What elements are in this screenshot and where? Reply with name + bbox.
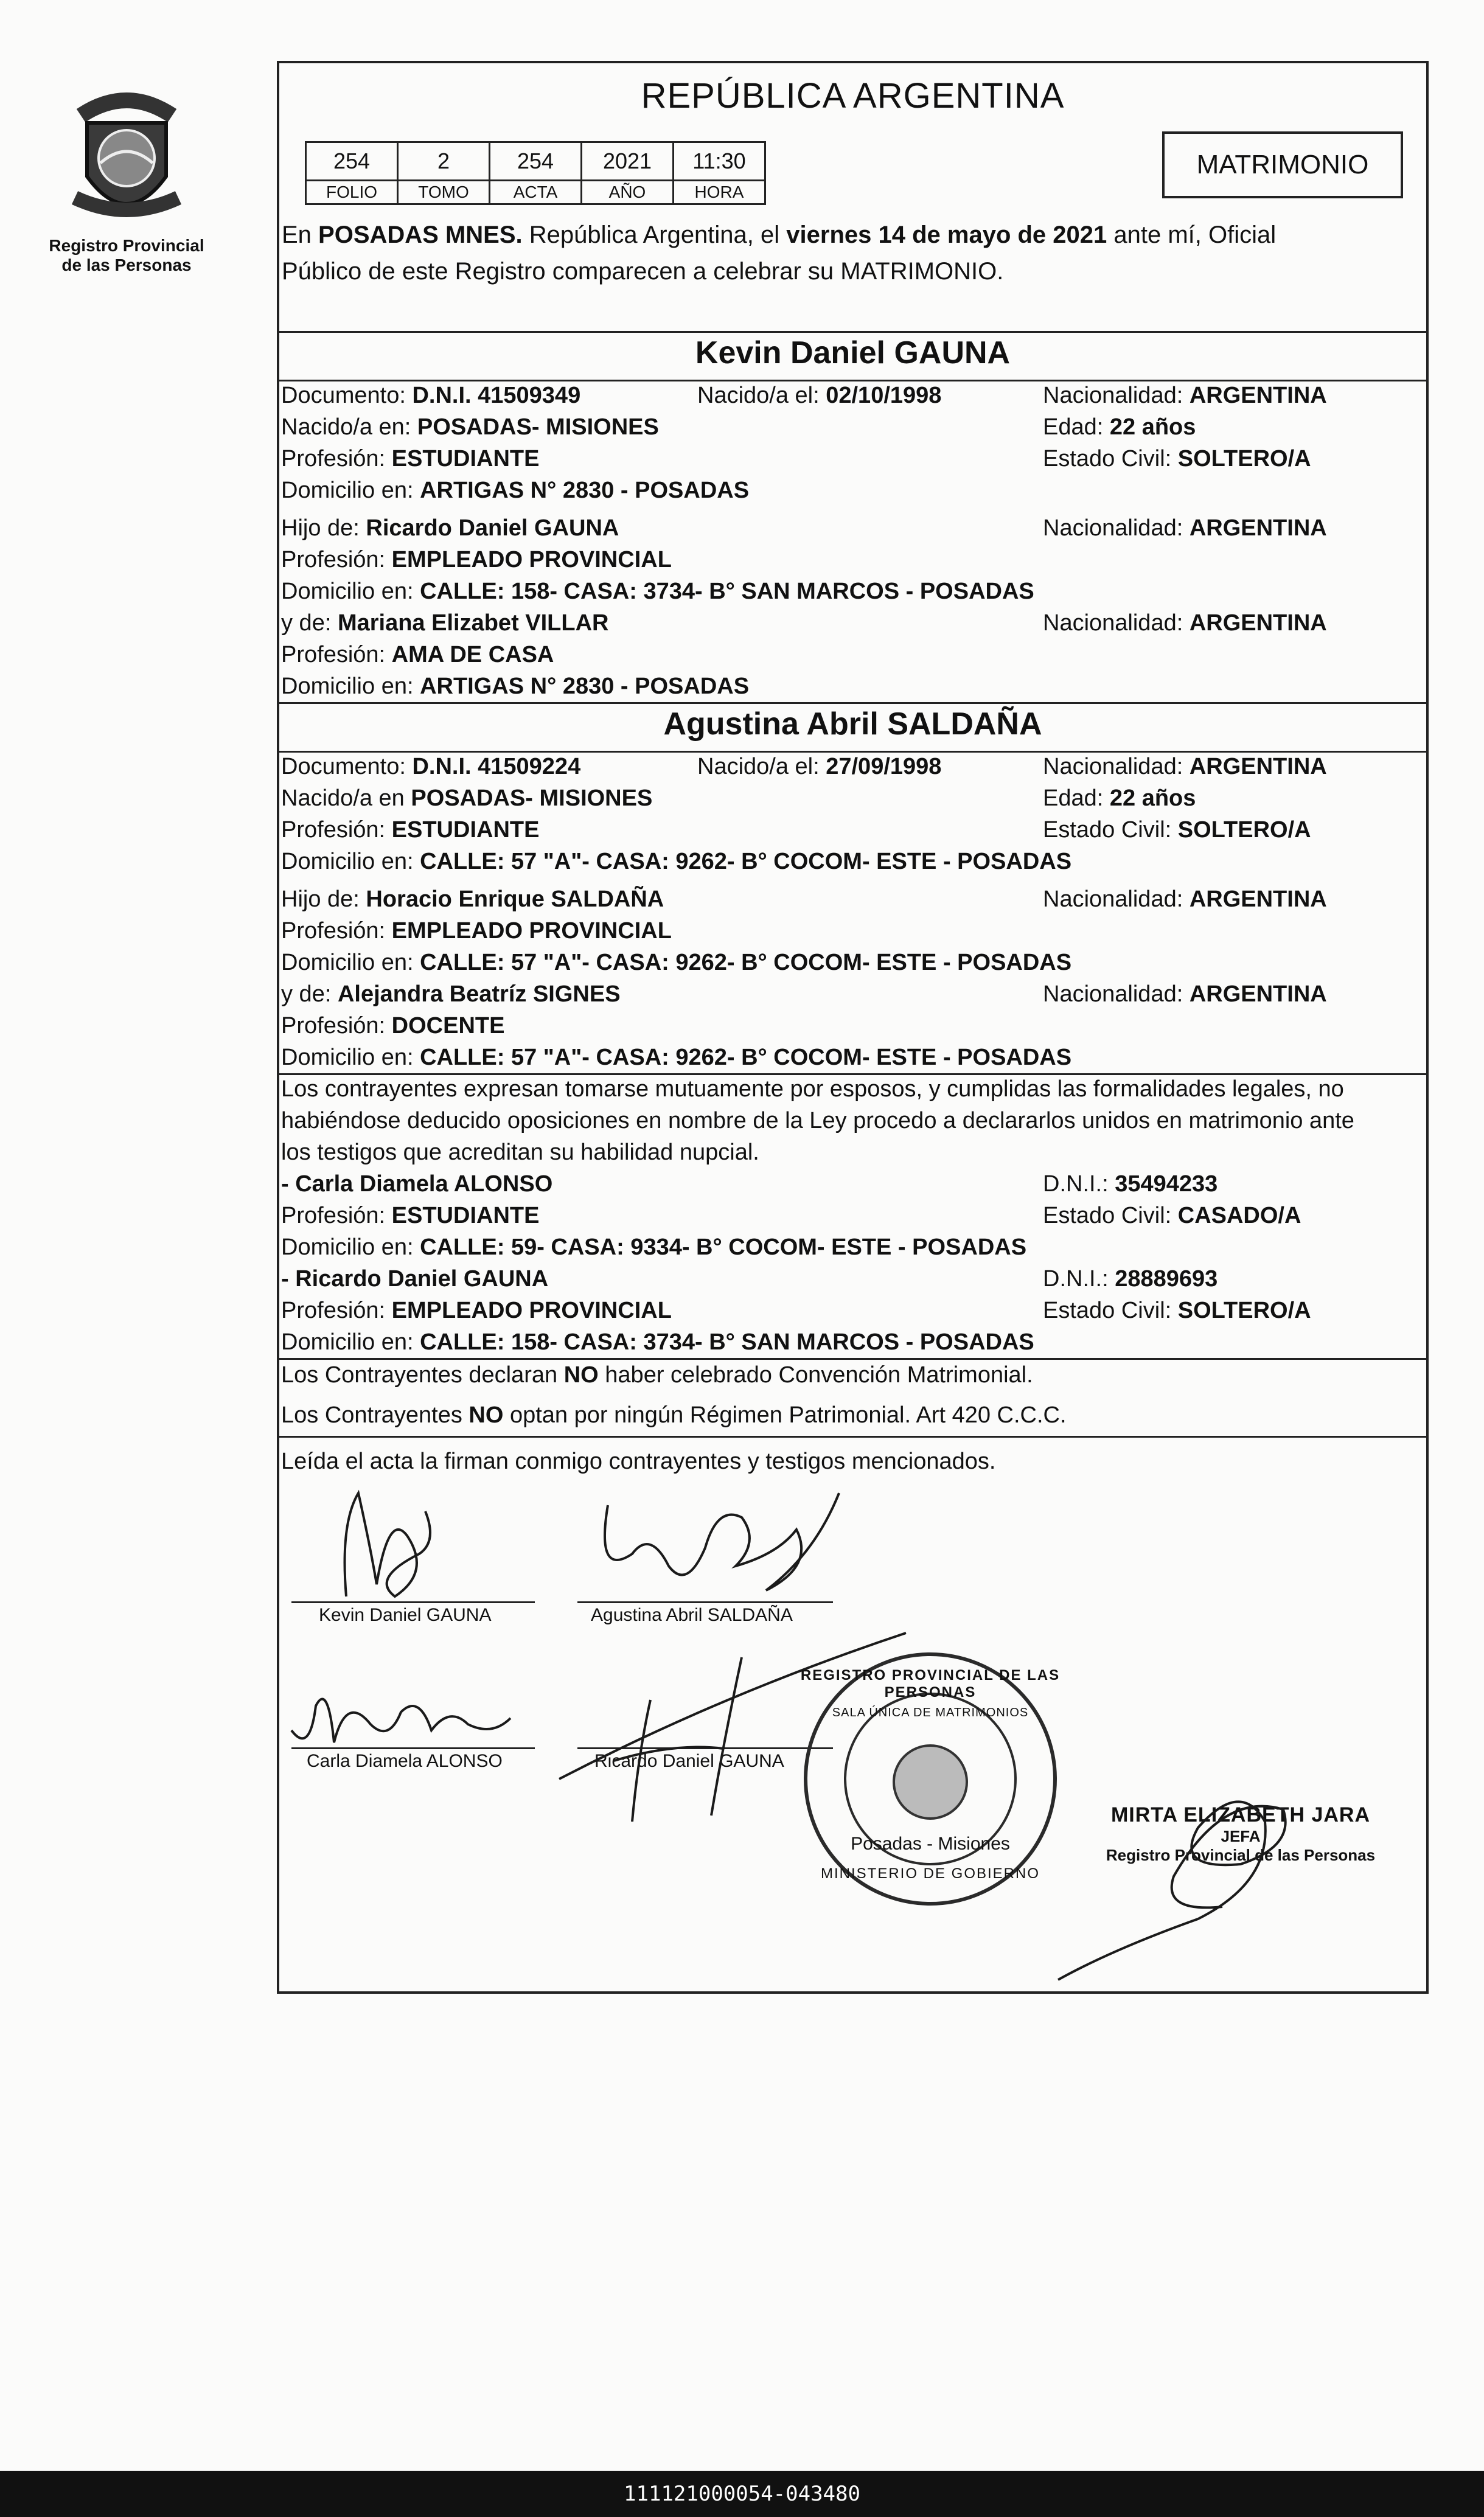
- officer-stamp: [1095, 1803, 1387, 1865]
- officer-name: MIRTA ELIZABETH JARA: [1110, 1803, 1371, 1826]
- groom-age: Edad: 22 años: [1043, 414, 1196, 440]
- signature-line: [577, 1747, 833, 1749]
- barcode-number: 111121000054-043480: [624, 2482, 860, 2506]
- groom-mother-nationality: Nacionalidad: ARGENTINA: [1043, 610, 1327, 636]
- officer-signature-scribble: [1040, 1767, 1314, 1998]
- divider: [279, 1073, 1426, 1075]
- tomo-label: TOMO: [398, 181, 490, 204]
- intro-paragraph: [282, 217, 1421, 290]
- bride-civil-status: Estado Civil: SOLTERO/A: [1043, 817, 1311, 843]
- declaration-line3: los testigos que acreditan su habilidad nupcial.: [281, 1140, 759, 1165]
- divider: [279, 380, 1426, 381]
- bride-father-address: Domicilio en: CALLE: 57 "A"- CASA: 9262- B° COCOM- ESTE - POSADAS: [281, 950, 1072, 975]
- bride-mother-profession: Profesión: DOCENTE: [281, 1013, 505, 1039]
- document-title: REPÚBLICA ARGENTINA: [641, 76, 1065, 116]
- year-value: 2021: [582, 142, 674, 181]
- registry-caption: [47, 236, 206, 275]
- signature-label-agustina: Agustina Abril SALDAÑA: [591, 1605, 793, 1625]
- signature-carla-scribble: [285, 1669, 517, 1755]
- bride-father-nationality: Nacionalidad: ARGENTINA: [1043, 886, 1327, 912]
- reference-table: [305, 141, 766, 205]
- bride-name: Agustina Abril SALDAÑA: [663, 706, 1042, 742]
- bride-birth-place: Nacido/a en POSADAS- MISIONES: [281, 785, 653, 811]
- groom-birth-date: Nacido/a el: 02/10/1998: [697, 383, 942, 408]
- witness2-profession: Profesión: EMPLEADO PROVINCIAL: [281, 1298, 672, 1323]
- groom-father-address: Domicilio en: CALLE: 158- CASA: 3734- B° SAN MARCOS - POSADAS: [281, 579, 1034, 604]
- official-seal: [796, 1645, 1064, 1913]
- groom-profession: Profesión: ESTUDIANTE: [281, 446, 540, 472]
- witness2-dni: D.N.I.: 28889693: [1043, 1266, 1218, 1292]
- bride-document: Documento: D.N.I. 41509224: [281, 754, 581, 779]
- divider: [279, 1436, 1426, 1438]
- convention-statement: Los Contrayentes declaran NO haber celebrado Convención Matrimonial.: [281, 1362, 1033, 1388]
- folio-label: FOLIO: [306, 181, 398, 204]
- intro-line2: Público de este Registro comparecen a celebrar su MATRIMONIO.: [282, 258, 1004, 285]
- seal-inner-text: SALA ÚNICA DE MATRIMONIOS: [832, 1706, 1029, 1719]
- officer-office: Registro Provincial de las Personas: [1106, 1846, 1376, 1864]
- divider: [279, 702, 1426, 704]
- intro-place: POSADAS MNES.: [318, 221, 523, 248]
- signature-line: [291, 1601, 535, 1603]
- barcode-footer: [0, 2471, 1484, 2517]
- registry-caption-line1: Registro Provincial: [49, 236, 204, 255]
- declaration-line2: habiéndose deducido oposiciones en nombre de la Ley procedo a declararlos unidos en matrimonio ante: [281, 1108, 1354, 1133]
- groom-nationality: Nacionalidad: ARGENTINA: [1043, 383, 1327, 408]
- bride-mother-address: Domicilio en: CALLE: 57 "A"- CASA: 9262- B° COCOM- ESTE - POSADAS: [281, 1045, 1072, 1070]
- intro-text-b: República Argentina, el: [522, 221, 787, 248]
- seal-outer-text: REGISTRO PROVINCIAL DE LAS PERSONAS: [800, 1667, 1061, 1701]
- bride-birth-date: Nacido/a el: 27/09/1998: [697, 754, 942, 779]
- officer-role: JEFA: [1221, 1827, 1261, 1845]
- hour-value: 11:30: [674, 142, 765, 181]
- groom-mother-profession: Profesión: AMA DE CASA: [281, 642, 554, 667]
- witness2-name: - Ricardo Daniel GAUNA: [281, 1266, 549, 1292]
- groom-mother: y de: Mariana Elizabet VILLAR: [281, 610, 609, 636]
- signature-label-carla: Carla Diamela ALONSO: [307, 1751, 503, 1771]
- witness1-name: - Carla Diamela ALONSO: [281, 1171, 553, 1197]
- groom-father: Hijo de: Ricardo Daniel GAUNA: [281, 515, 619, 541]
- divider: [279, 331, 1426, 333]
- signature-kevin-scribble: [334, 1475, 444, 1609]
- province-emblem: [47, 91, 206, 275]
- intro-date: viernes 14 de mayo de 2021: [786, 221, 1107, 248]
- bride-mother: y de: Alejandra Beatríz SIGNES: [281, 981, 621, 1007]
- signature-line: [291, 1747, 535, 1749]
- hour-label: HORA: [674, 181, 765, 204]
- document-type-badge: MATRIMONIO: [1162, 131, 1403, 198]
- folio-value: 254: [306, 142, 398, 181]
- bride-mother-nationality: Nacionalidad: ARGENTINA: [1043, 981, 1327, 1007]
- seal-ministry-text: MINISTERIO DE GOBIERNO: [820, 1865, 1040, 1882]
- patrimonial-regime-statement: Los Contrayentes NO optan por ningún Régimen Patrimonial. Art 420 C.C.C.: [281, 1402, 1067, 1428]
- witness1-civil-status: Estado Civil: CASADO/A: [1043, 1203, 1301, 1228]
- divider: [279, 751, 1426, 753]
- bride-nationality: Nacionalidad: ARGENTINA: [1043, 754, 1327, 779]
- groom-name: Kevin Daniel GAUNA: [695, 335, 1011, 371]
- groom-address: Domicilio en: ARTIGAS N° 2830 - POSADAS: [281, 478, 750, 503]
- acta-label: ACTA: [490, 181, 582, 204]
- witness1-address: Domicilio en: CALLE: 59- CASA: 9334- B° COCOM- ESTE - POSADAS: [281, 1234, 1027, 1260]
- bride-profession: Profesión: ESTUDIANTE: [281, 817, 540, 843]
- groom-civil-status: Estado Civil: SOLTERO/A: [1043, 446, 1311, 472]
- signature-line: [577, 1601, 833, 1603]
- groom-document: Documento: D.N.I. 41509349: [281, 383, 581, 408]
- intro-text-a: En: [282, 221, 319, 248]
- signature-agustina-scribble: [596, 1481, 851, 1603]
- acta-value: 254: [490, 142, 582, 181]
- witness2-civil-status: Estado Civil: SOLTERO/A: [1043, 1298, 1311, 1323]
- bride-father-profession: Profesión: EMPLEADO PROVINCIAL: [281, 918, 672, 944]
- groom-mother-address: Domicilio en: ARTIGAS N° 2830 - POSADAS: [281, 674, 750, 699]
- witness2-address: Domicilio en: CALLE: 158- CASA: 3734- B° SAN MARCOS - POSADAS: [281, 1329, 1034, 1355]
- bride-age: Edad: 22 años: [1043, 785, 1196, 811]
- signature-label-ricardo: Ricardo Daniel GAUNA: [594, 1751, 784, 1771]
- seal-city-text: Posadas - Misiones: [851, 1834, 1010, 1854]
- misiones-coat-of-arms-icon: [63, 91, 190, 231]
- year-label: AÑO: [582, 181, 674, 204]
- groom-birth-place: Nacido/a en: POSADAS- MISIONES: [281, 414, 659, 440]
- witness1-dni: D.N.I.: 35494233: [1043, 1171, 1218, 1197]
- groom-father-nationality: Nacionalidad: ARGENTINA: [1043, 515, 1327, 541]
- witness1-profession: Profesión: ESTUDIANTE: [281, 1203, 540, 1228]
- intro-text-c: ante mí, Oficial: [1107, 221, 1277, 248]
- divider: [279, 1358, 1426, 1360]
- registry-caption-line2: de las Personas: [61, 256, 192, 274]
- tomo-value: 2: [398, 142, 490, 181]
- groom-father-profession: Profesión: EMPLEADO PROVINCIAL: [281, 547, 672, 573]
- marriage-certificate: [277, 61, 1429, 1994]
- signatures-intro: Leída el acta la firman conmigo contrayentes y testigos mencionados.: [281, 1449, 996, 1474]
- bride-address: Domicilio en: CALLE: 57 "A"- CASA: 9262- B° COCOM- ESTE - POSADAS: [281, 849, 1072, 874]
- declaration-line1: Los contrayentes expresan tomarse mutuamente por esposos, y cumplidas las formalidades legales, no: [281, 1076, 1344, 1102]
- bride-father: Hijo de: Horacio Enrique SALDAÑA: [281, 886, 664, 912]
- signature-label-kevin: Kevin Daniel GAUNA: [319, 1605, 492, 1625]
